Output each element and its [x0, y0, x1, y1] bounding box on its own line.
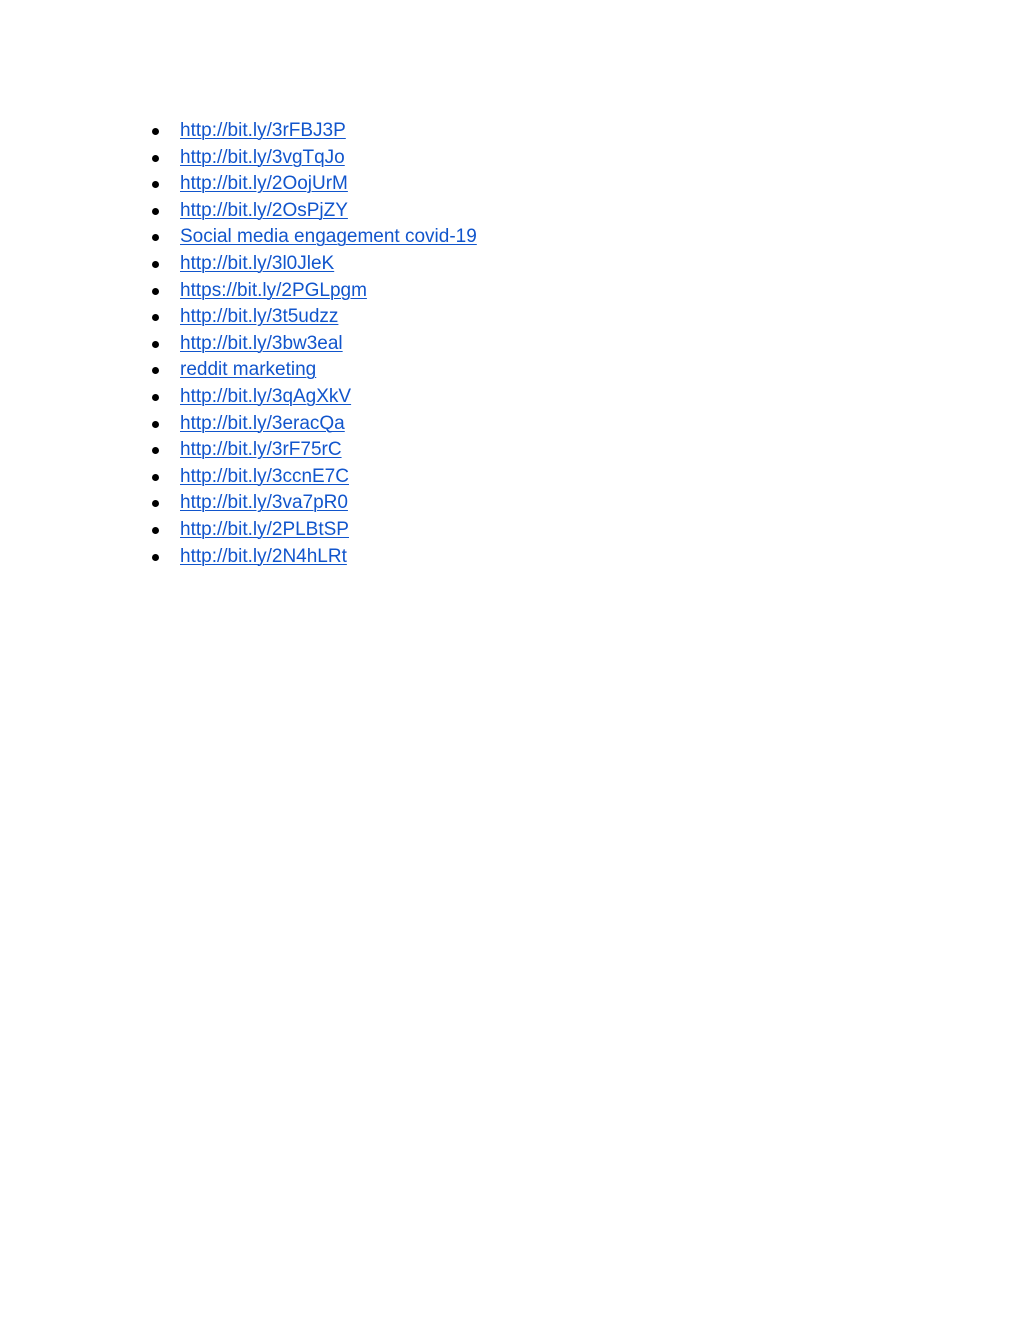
list-item [150, 437, 477, 464]
bullet-icon [152, 367, 159, 374]
bullet-icon [152, 181, 159, 188]
hyperlink[interactable]: http://bit.ly/3t5udzz [180, 306, 339, 328]
bullet-icon [152, 314, 159, 321]
hyperlink[interactable]: http://bit.ly/3ccnE7C [180, 465, 349, 487]
bullet-icon [152, 474, 159, 481]
bullet-icon [152, 500, 159, 507]
bullet-icon [152, 527, 159, 534]
bullet-icon [152, 128, 159, 135]
hyperlink[interactable]: reddit marketing [180, 359, 317, 381]
bullet-icon [152, 421, 159, 428]
bullet-icon [152, 155, 159, 162]
list-item [150, 278, 477, 305]
list-item [150, 224, 477, 251]
hyperlink[interactable]: http://bit.ly/3bw3eal [180, 332, 343, 354]
list-item [150, 331, 477, 358]
hyperlink[interactable]: https://bit.ly/2PGLpgm [180, 279, 367, 301]
hyperlink[interactable]: http://bit.ly/2PLBtSP [180, 518, 349, 540]
list-item [150, 251, 477, 278]
bullet-icon [152, 554, 159, 561]
list-item [150, 517, 477, 544]
list-item [150, 304, 477, 331]
list-item [150, 118, 477, 145]
hyperlink[interactable]: Social media engagement covid-19 [180, 226, 477, 248]
hyperlink[interactable]: http://bit.ly/3rF75rC [180, 439, 342, 461]
list-item [150, 464, 477, 491]
list-item [150, 198, 477, 225]
bullet-icon [152, 261, 159, 268]
bullet-icon [152, 341, 159, 348]
hyperlink[interactable]: http://bit.ly/3vgTqJo [180, 146, 345, 168]
bullet-icon [152, 447, 159, 454]
list-item [150, 411, 477, 438]
bullet-icon [152, 394, 159, 401]
hyperlink[interactable]: http://bit.ly/3rFBJ3P [180, 120, 346, 141]
link-list [150, 118, 477, 570]
hyperlink[interactable]: http://bit.ly/3l0JleK [180, 252, 335, 274]
list-item [150, 490, 477, 517]
list-item [150, 544, 477, 571]
list-item [150, 145, 477, 172]
hyperlink[interactable]: http://bit.ly/3eracQa [180, 412, 345, 434]
hyperlink[interactable]: http://bit.ly/2OojUrM [180, 173, 348, 195]
hyperlink[interactable]: http://bit.ly/3qAgXkV [180, 385, 352, 407]
bullet-icon [152, 288, 159, 295]
bullet-icon [152, 234, 159, 241]
hyperlink[interactable]: http://bit.ly/3va7pR0 [180, 492, 348, 514]
hyperlink[interactable]: http://bit.ly/2N4hLRt [180, 545, 347, 567]
bullet-icon [152, 208, 159, 215]
list-item [150, 171, 477, 198]
list-item [150, 384, 477, 411]
hyperlink[interactable]: http://bit.ly/2OsPjZY [180, 199, 348, 221]
list-item [150, 357, 477, 384]
